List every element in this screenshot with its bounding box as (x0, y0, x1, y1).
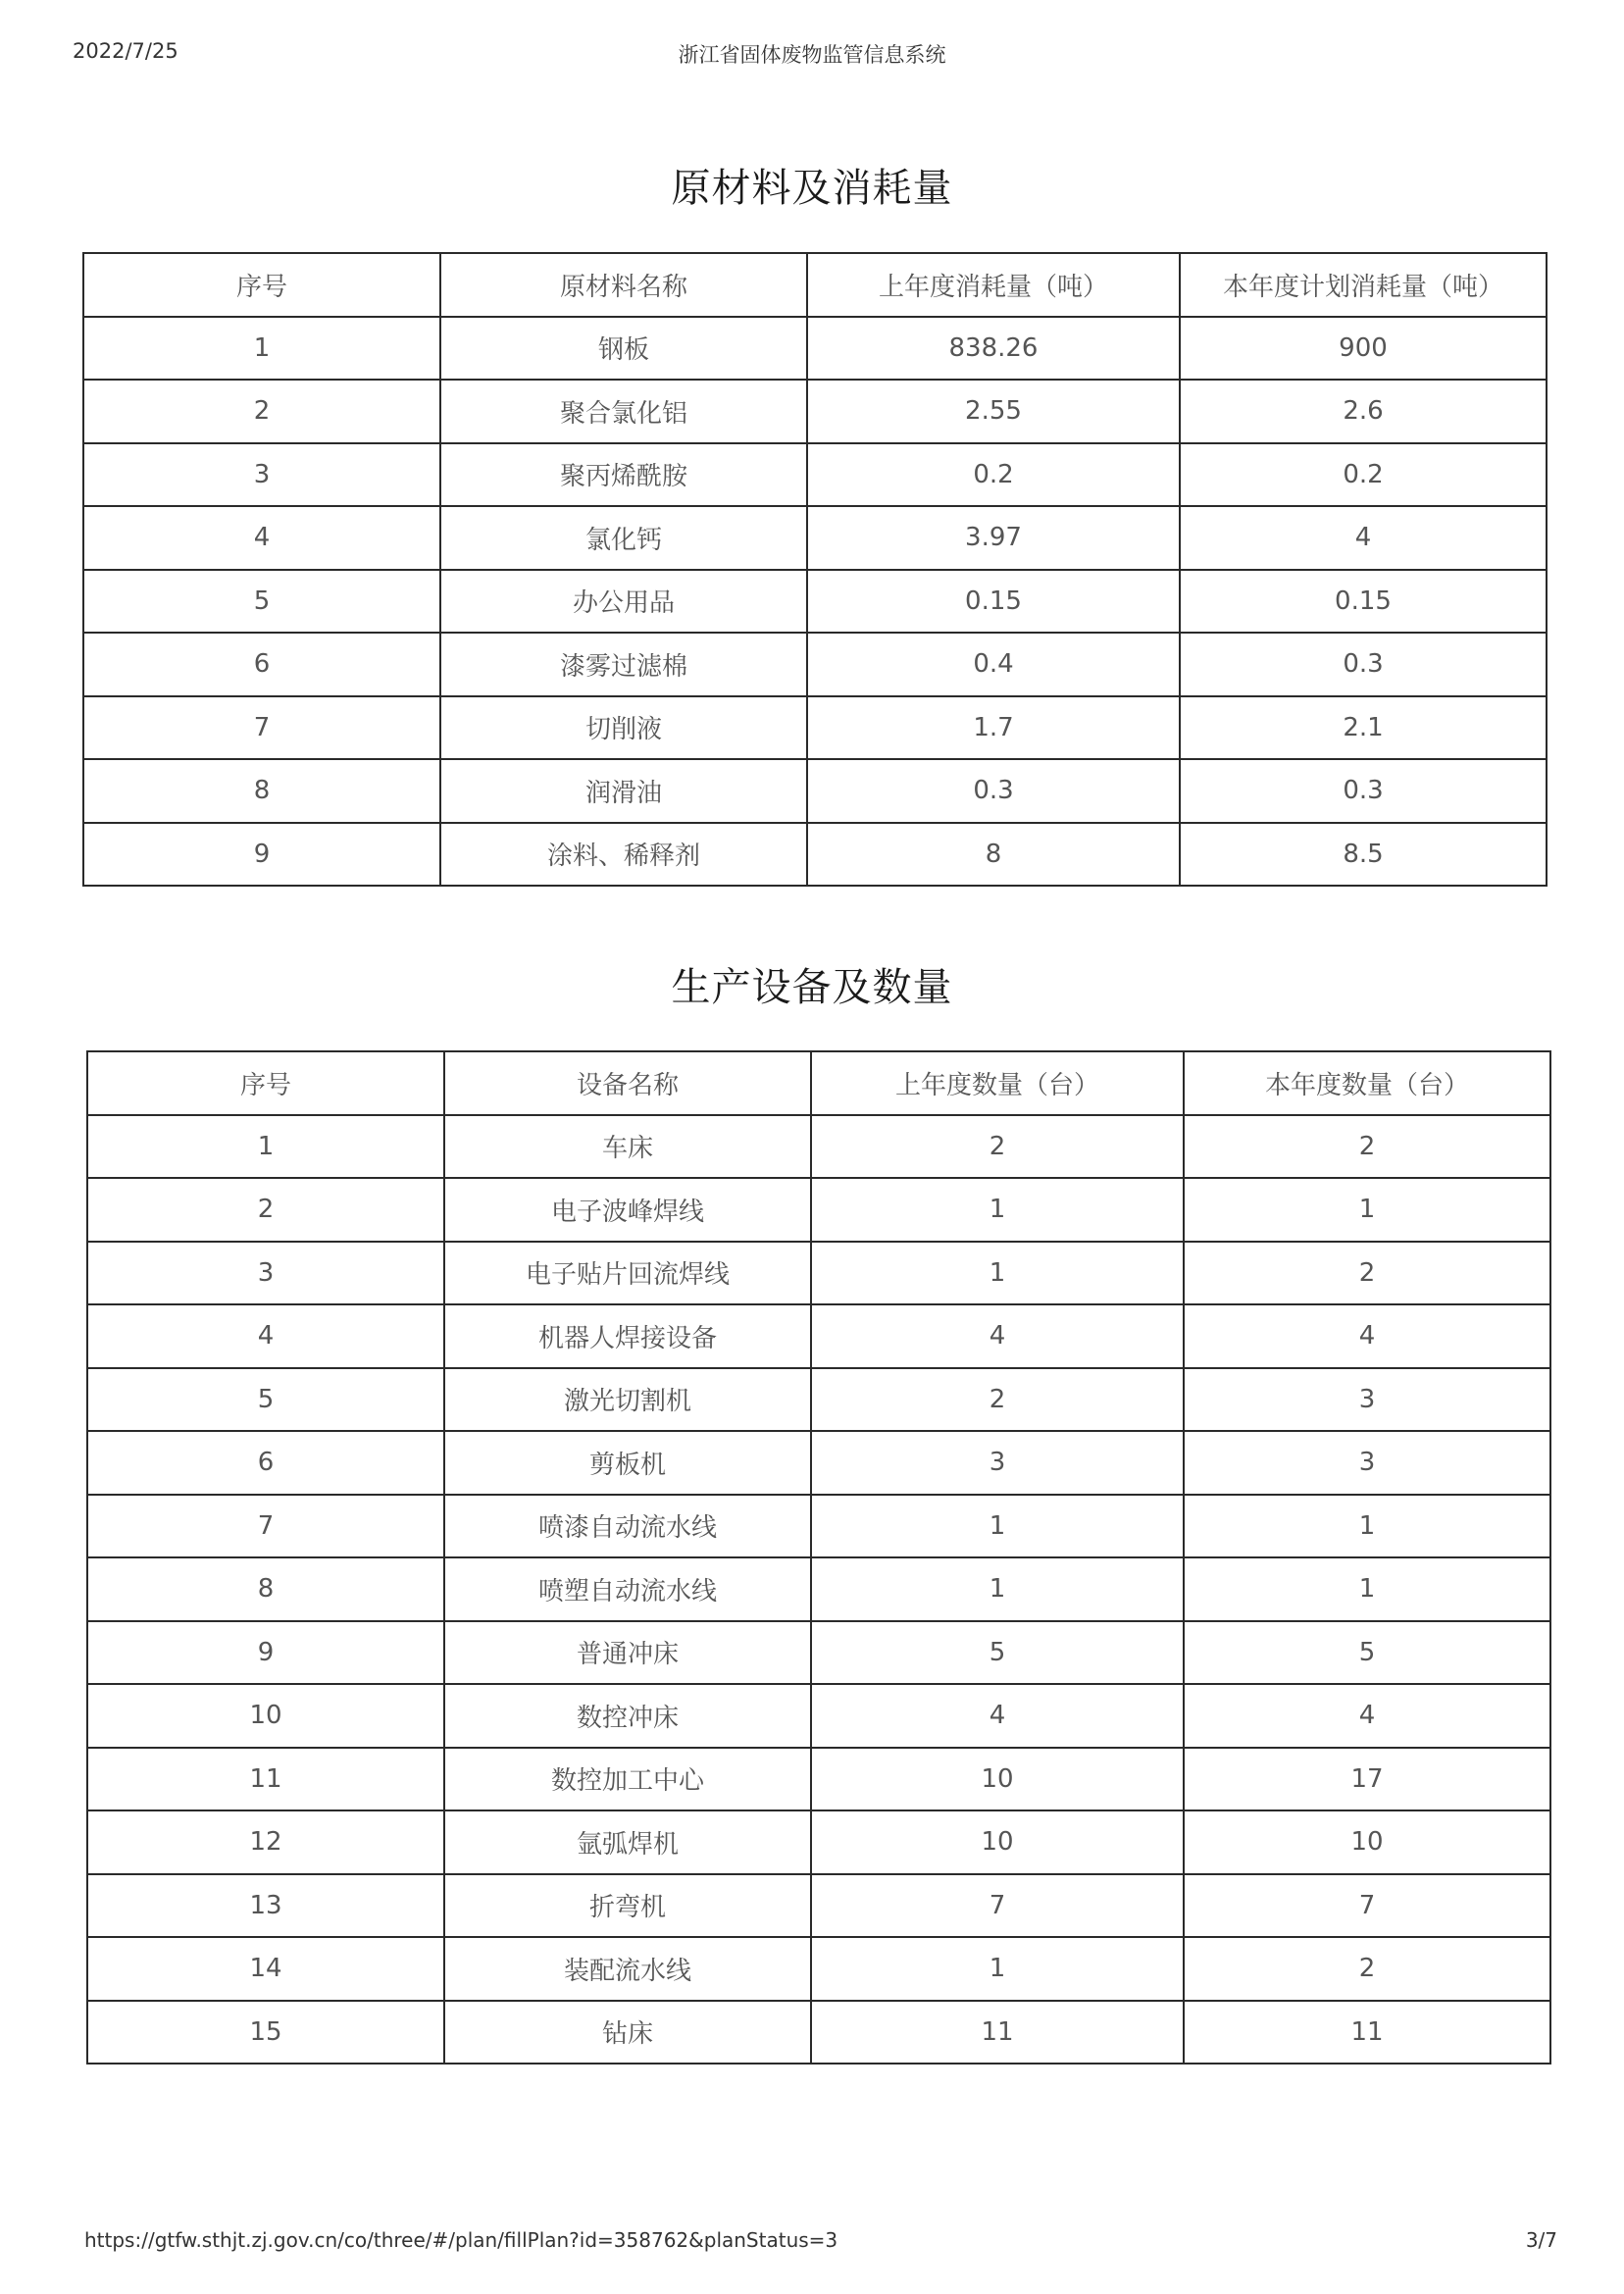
cell-last-year: 3 (811, 1431, 1184, 1495)
equipment-table-body (87, 1115, 1550, 2065)
cell-this-year: 0.15 (1180, 570, 1547, 634)
table-row (87, 1304, 1550, 1368)
table-row (87, 1810, 1550, 1874)
cell-this-year: 17 (1184, 1748, 1550, 1811)
cell-name: 聚丙烯酰胺 (440, 443, 807, 507)
cell-last-year: 10 (811, 1810, 1184, 1874)
page-number: 3/7 (1525, 2228, 1557, 2252)
table-header-row (83, 253, 1547, 317)
cell-this-year: 11 (1184, 2001, 1550, 2065)
cell-index: 1 (87, 1115, 444, 1179)
cell-index: 6 (83, 633, 440, 696)
cell-name: 电子贴片回流焊线 (444, 1242, 811, 1305)
table-row (83, 317, 1547, 381)
cell-this-year: 1 (1184, 1557, 1550, 1621)
cell-index: 3 (83, 443, 440, 507)
materials-title: 原材料及消耗量 (671, 166, 953, 211)
cell-index: 15 (87, 2001, 444, 2065)
cell-index: 7 (83, 696, 440, 760)
cell-index: 11 (87, 1748, 444, 1811)
cell-name: 数控加工中心 (444, 1748, 811, 1811)
cell-index: 2 (87, 1178, 444, 1242)
cell-this-year: 7 (1184, 1874, 1550, 1938)
cell-last-year: 5 (811, 1621, 1184, 1685)
table-row (83, 633, 1547, 696)
cell-index: 12 (87, 1810, 444, 1874)
system-name: 浙江省固体废物监管信息系统 (678, 43, 946, 67)
cell-this-year: 4 (1180, 506, 1547, 570)
cell-last-year: 0.3 (807, 759, 1180, 823)
cell-this-year: 1 (1184, 1178, 1550, 1242)
cell-this-year: 3 (1184, 1368, 1550, 1432)
table-row (87, 1557, 1550, 1621)
cell-name: 润滑油 (440, 759, 807, 823)
cell-this-year: 4 (1184, 1304, 1550, 1368)
table-header-row (87, 1051, 1550, 1115)
cell-last-year: 10 (811, 1748, 1184, 1811)
cell-last-year: 2 (811, 1368, 1184, 1432)
cell-this-year: 5 (1184, 1621, 1550, 1685)
cell-name: 办公用品 (440, 570, 807, 634)
cell-index: 2 (83, 380, 440, 443)
cell-index: 6 (87, 1431, 444, 1495)
cell-this-year: 0.2 (1180, 443, 1547, 507)
column-header-planned-consumption: 本年度计划消耗量（吨） (1180, 253, 1547, 317)
cell-last-year: 3.97 (807, 506, 1180, 570)
cell-name: 喷漆自动流水线 (444, 1495, 811, 1558)
cell-last-year: 1 (811, 1178, 1184, 1242)
cell-name: 装配流水线 (444, 1937, 811, 2001)
cell-name: 激光切割机 (444, 1368, 811, 1432)
table-row (83, 696, 1547, 760)
cell-index: 5 (83, 570, 440, 634)
cell-name: 数控冲床 (444, 1684, 811, 1748)
cell-last-year: 7 (811, 1874, 1184, 1938)
cell-last-year: 1 (811, 1495, 1184, 1558)
cell-index: 1 (83, 317, 440, 381)
table-row (87, 1368, 1550, 1432)
cell-last-year: 2.55 (807, 380, 1180, 443)
materials-table-body (83, 317, 1547, 887)
column-header-last-year-count: 上年度数量（台） (811, 1051, 1184, 1115)
cell-this-year: 2.6 (1180, 380, 1547, 443)
cell-last-year: 1 (811, 1242, 1184, 1305)
table-row (87, 1495, 1550, 1558)
table-row (87, 1874, 1550, 1938)
table-row (87, 1621, 1550, 1685)
cell-name: 电子波峰焊线 (444, 1178, 811, 1242)
table-row (87, 1748, 1550, 1811)
cell-name: 机器人焊接设备 (444, 1304, 811, 1368)
equipment-table (86, 1050, 1551, 2065)
equipment-title: 生产设备及数量 (671, 965, 953, 1010)
table-row (83, 443, 1547, 507)
cell-index: 13 (87, 1874, 444, 1938)
cell-index: 4 (83, 506, 440, 570)
table-row (83, 570, 1547, 634)
cell-index: 9 (83, 823, 440, 887)
cell-name: 漆雾过滤棉 (440, 633, 807, 696)
cell-this-year: 3 (1184, 1431, 1550, 1495)
table-row (83, 759, 1547, 823)
cell-name: 钻床 (444, 2001, 811, 2065)
cell-last-year: 8 (807, 823, 1180, 887)
table-row (87, 1115, 1550, 1179)
cell-index: 5 (87, 1368, 444, 1432)
column-header-index: 序号 (87, 1051, 444, 1115)
cell-index: 8 (87, 1557, 444, 1621)
cell-this-year: 0.3 (1180, 633, 1547, 696)
cell-this-year: 2 (1184, 1242, 1550, 1305)
table-row (83, 506, 1547, 570)
column-header-equipment-name: 设备名称 (444, 1051, 811, 1115)
column-header-last-year-consumption: 上年度消耗量（吨） (807, 253, 1180, 317)
cell-name: 钢板 (440, 317, 807, 381)
cell-index: 7 (87, 1495, 444, 1558)
table-row (83, 823, 1547, 887)
table-row (87, 1178, 1550, 1242)
cell-last-year: 4 (811, 1304, 1184, 1368)
cell-this-year: 4 (1184, 1684, 1550, 1748)
cell-last-year: 0.15 (807, 570, 1180, 634)
table-row (87, 1684, 1550, 1748)
column-header-this-year-count: 本年度数量（台） (1184, 1051, 1550, 1115)
table-row (87, 1242, 1550, 1305)
cell-this-year: 2.1 (1180, 696, 1547, 760)
cell-name: 普通冲床 (444, 1621, 811, 1685)
cell-last-year: 838.26 (807, 317, 1180, 381)
cell-name: 聚合氯化铝 (440, 380, 807, 443)
cell-last-year: 1 (811, 1937, 1184, 2001)
cell-index: 10 (87, 1684, 444, 1748)
cell-index: 3 (87, 1242, 444, 1305)
cell-last-year: 1 (811, 1557, 1184, 1621)
table-row (87, 1431, 1550, 1495)
cell-name: 涂料、稀释剂 (440, 823, 807, 887)
cell-last-year: 11 (811, 2001, 1184, 2065)
table-row (87, 2001, 1550, 2065)
cell-last-year: 1.7 (807, 696, 1180, 760)
cell-name: 氯化钙 (440, 506, 807, 570)
cell-this-year: 8.5 (1180, 823, 1547, 887)
cell-index: 14 (87, 1937, 444, 2001)
table-row (83, 380, 1547, 443)
cell-this-year: 2 (1184, 1937, 1550, 2001)
page-url: https://gtfw.sthjt.zj.gov.cn/co/three/#/plan/fillPlan?id=358762&planStatus=3 (84, 2228, 838, 2252)
cell-index: 9 (87, 1621, 444, 1685)
cell-last-year: 0.4 (807, 633, 1180, 696)
cell-name: 切削液 (440, 696, 807, 760)
column-header-index: 序号 (83, 253, 440, 317)
cell-this-year: 0.3 (1180, 759, 1547, 823)
column-header-material-name: 原材料名称 (440, 253, 807, 317)
cell-this-year: 2 (1184, 1115, 1550, 1179)
cell-this-year: 10 (1184, 1810, 1550, 1874)
cell-this-year: 1 (1184, 1495, 1550, 1558)
cell-name: 折弯机 (444, 1874, 811, 1938)
cell-name: 氩弧焊机 (444, 1810, 811, 1874)
cell-name: 喷塑自动流水线 (444, 1557, 811, 1621)
cell-index: 4 (87, 1304, 444, 1368)
cell-last-year: 0.2 (807, 443, 1180, 507)
cell-last-year: 4 (811, 1684, 1184, 1748)
materials-table (82, 252, 1548, 887)
cell-last-year: 2 (811, 1115, 1184, 1179)
table-row (87, 1937, 1550, 2001)
cell-index: 8 (83, 759, 440, 823)
cell-name: 剪板机 (444, 1431, 811, 1495)
page-header (0, 35, 1624, 75)
cell-this-year: 900 (1180, 317, 1547, 381)
cell-name: 车床 (444, 1115, 811, 1179)
print-date: 2022/7/25 (73, 39, 178, 63)
